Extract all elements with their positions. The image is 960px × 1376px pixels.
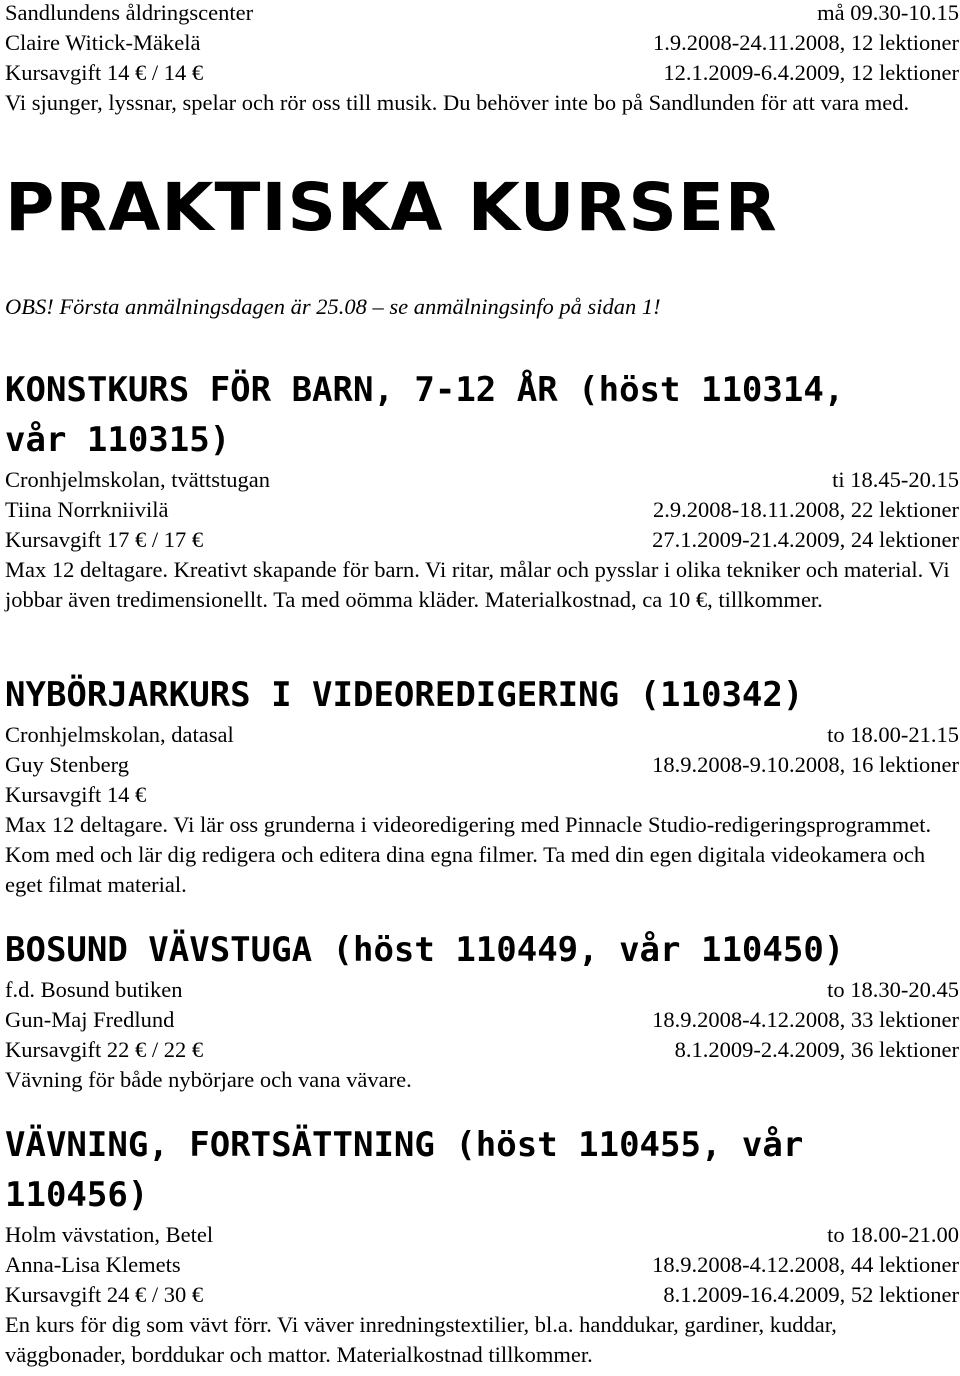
course-fee: Kursavgift 14 € [5,782,147,807]
location: Cronhjelmskolan, tvättstugan [5,467,270,492]
location: Cronhjelmskolan, datasal [5,722,234,747]
info-row [5,720,959,750]
info-row [5,1250,959,1280]
info-row [5,1220,959,1250]
term-dates: 18.9.2008-4.12.2008, 33 lektioner [652,1007,959,1032]
course-fee: Kursavgift 17 € / 17 € [5,527,204,552]
info-row [5,465,959,495]
course-title: NYBÖRJARKURS I VIDEOREDIGERING (110342) [5,675,804,715]
course-title: VÄVNING, FORTSÄTTNING (höst 110455, vår 110456) [5,1125,804,1215]
term-dates: 18.9.2008-4.12.2008, 44 lektioner [652,1252,959,1277]
location: Sandlundens åldringscenter [5,0,254,25]
term-dates: 2.9.2008-18.11.2008, 22 lektioner [652,497,959,522]
schedule: ti 18.45-20.15 [832,467,959,492]
schedule: to 18.30-20.45 [827,977,959,1002]
teacher: Claire Witick-Mäkelä [5,30,201,55]
teacher: Guy Stenberg [5,752,129,777]
section-title: PRAKTISKA KURSER [5,169,778,246]
course-description: Vi sjunger, lyssnar, spelar och rör oss till musik. Du behöver inte bo på Sandlunden för att vara med. [5,90,910,115]
info-row [5,28,959,58]
course-fee: Kursavgift 24 € / 30 € [5,1282,204,1307]
intro-course [5,0,959,118]
term-dates: 8.1.2009-16.4.2009, 52 lektioner [663,1282,959,1307]
info-row [5,1035,959,1065]
course-description: Max 12 deltagare. Vi lär oss grunderna i videoredigering med Pinnacle Studio-redigeringsprogrammet. Kom med och lär dig redigera och editera dina egna filmer. Ta med din egen digitala videokamera och eget filmat material. [5,812,932,897]
course-bosund-vavstuga [5,925,959,1095]
teacher: Anna-Lisa Klemets [5,1252,181,1277]
info-row [5,975,959,1005]
location: Holm vävstation, Betel [5,1222,214,1247]
course-fee: Kursavgift 14 € / 14 € [5,60,204,85]
term-dates: 18.9.2008-9.10.2008, 16 lektioner [652,752,959,777]
course-vavning-fortsattning [5,1120,959,1370]
course-konstkurs [5,365,959,615]
course-description: Vävning för både nybörjare och vana vävare. [5,1067,412,1092]
info-row [5,1005,959,1035]
teacher: Gun-Maj Fredlund [5,1007,175,1032]
teacher: Tiina Norrkniivilä [5,497,169,522]
info-row [5,58,959,88]
info-row [5,1280,959,1310]
registration-notice: OBS! Första anmälningsdagen är 25.08 – se anmälningsinfo på sidan 1! [5,294,661,319]
info-row [5,495,959,525]
term-dates: 8.1.2009-2.4.2009, 36 lektioner [674,1037,959,1062]
term-dates: 27.1.2009-21.4.2009, 24 lektioner [652,527,959,552]
term-dates: 12.1.2009-6.4.2009, 12 lektioner [663,60,959,85]
course-videoredigering [5,670,959,900]
info-row [5,780,959,810]
course-title: BOSUND VÄVSTUGA (höst 110449, vår 110450) [5,930,845,970]
schedule: to 18.00-21.00 [827,1222,959,1247]
course-description: Max 12 deltagare. Kreativt skapande för barn. Vi ritar, målar och pysslar i olika tekniker och material. Vi jobbar även tredimensionellt. Ta med oömma kläder. Materialkostnad, ca 10 €, tillkommer. [5,557,950,612]
location: f.d. Bosund butiken [5,977,183,1002]
info-row [5,525,959,555]
course-title: KONSTKURS FÖR BARN, 7-12 ÅR (höst 110314, vår 110315) [5,370,845,460]
course-description: En kurs för dig som vävt förr. Vi väver inredningstextilier, bl.a. handdukar, gardiner, kuddar, väggbonader, borddukar och mattor. Materialkostnad tillkommer. [5,1312,837,1367]
schedule: to 18.00-21.15 [827,722,959,747]
info-row [5,750,959,780]
info-row [5,0,959,28]
course-fee: Kursavgift 22 € / 22 € [5,1037,204,1062]
term-dates: 1.9.2008-24.11.2008, 12 lektioner [652,30,959,55]
schedule: må 09.30-10.15 [817,0,959,25]
